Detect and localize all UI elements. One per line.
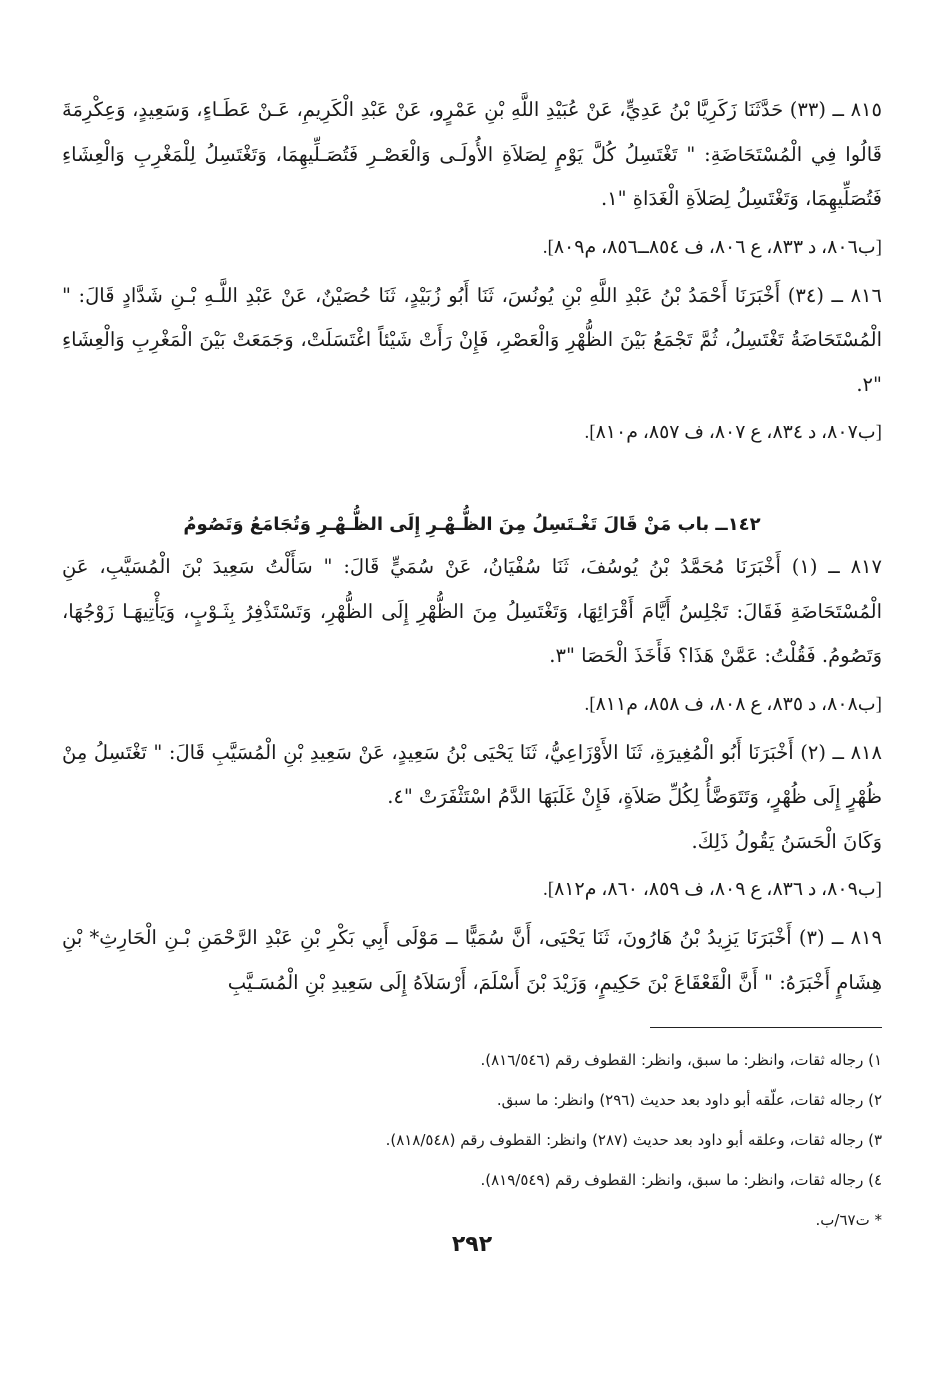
chapter-title: ١٤٢ــ باب مَنْ قَالَ تَغْـتَسِلُ مِنَ الظُّـهْـرِ إِلَى الظُّـهْـرِ وَتُجَامَعُ وَتَصُومُ <box>183 514 761 535</box>
hadith-818-reference: [ب٨٠٩، د ٨٣٦، ع ٨٠٩، ف ٨٥٩، ٨٦٠، م٨١٢]. <box>543 879 882 900</box>
section-gap <box>62 459 882 493</box>
footnote-divider <box>650 1027 882 1028</box>
hadith-818-text: ٨١٨ ــ (٢) أَخْبَرَنَا أَبُو الْمُغِيرَةِ، ثَنَا الأَوْزَاعِيُّ، ثَنَا يَحْيَى بْنُ سَعِيدٍ، عَنْ سَعِيدِ بْنِ الْمُسَيَّبِ قَالَ: " تَغْتَسِلُ مِنْ ظُهْرٍ إِلَى ظُهْرٍ، وَتَتَوَضَّأُ لِكُلِّ صَلاَةٍ، فَإِنْ غَلَبَهَا الدَّمُ اسْتَثْفَرَتْ "٤. <box>62 740 882 808</box>
hadith-815-reference: [ب٨٠٦، د ٨٣٣، ع ٨٠٦، ف ٨٥٤ــ٨٥٦، م٨٠٩]. <box>542 236 882 258</box>
footnote-1: ١) رجاله ثقات، وانظر: ما سبق، وانظر: القطوف رقم (٨١٦/٥٤٦). <box>480 1051 882 1069</box>
hadith-817-text: ٨١٧ ــ (١) أَخْبَرَنَا مُحَمَّدُ بْنُ يُوسُفَ، ثَنَا سُفْيَانُ، عَنْ سُمَيٍّ قَالَ: " سَأَلْتُ سَعِيدَ بْنَ الْمُسَيَّبِ، عَنِ الْمُسْتَحَاضَةِ فَقَالَ: تَجْلِسُ أَيَّامَ أَقْرَائِهَا، وَتَغْتَسِلُ مِنَ الظُّهْرِ إِلَى الظُّهْرِ، وَتَسْتَذْفِرُ بِثَـوْبٍ، وَيَأْتِيهَـا زَوْجُهَا، وَتَصُومُ. فَقُلْتُ: عَمَّنْ هَذَا؟ فَأَخَذَ الْحَصَا "٣. <box>62 555 882 667</box>
footnote-4: ٤) رجاله ثقات، وانظر: ما سبق، وانظر: القطوف رقم (٨١٩/٥٤٩). <box>480 1171 882 1189</box>
page-number: ٢٩٢ <box>451 1232 493 1257</box>
hadith-815-text: ٨١٥ ــ (٣٣) حَدَّثَنَا زَكَرِيَّا بْنُ عَدِيٍّ، عَنْ عُبَيْدِ اللَّهِ بْنِ عَمْرٍو، عَنْ عَبْدِ الْكَرِيمِ، عَـنْ عَطَـاءٍ، وَسَعِيدٍ، وَعِكْرِمَةَ قَالُوا فِي الْمُسْتَحَاضَةِ: " تَغْتَسِلُ كُلَّ يَوْمٍ لِصَلاَةِ الأُولَـى وَالْعَصْـرِ فَتُصَـلِّيهِمَا، وَتَغْتَسِلُ لِلْمَغْرِبِ وَالْعِشَاءِ فَتُصَلِّيهِمَا، وَتَغْتَسِلُ لِصَلاَةِ الْغَدَاةِ "١. <box>62 98 882 210</box>
hadith-816-text: ٨١٦ ــ (٣٤) أَخْبَرَنَا أَحْمَدُ بْنُ عَبْدِ اللَّهِ بْنِ يُونُسَ، ثَنَا أَبُو زُبَيْدٍ، ثَنَا حُصَيْنٌ، عَنْ عَبْدِ اللَّـهِ بْـنِ شَدَّادٍ قَالَ: " الْمُسْتَحَاضَةُ تَغْتَسِلُ، ثُمَّ تَجْمَعُ بَيْنَ الظُّهْرِ وَالْعَصْرِ، فَإِنْ رَأَتْ شَيْئاً اغْتَسَلَتْ، وَجَمَعَتْ بَيْنَ الْمَغْرِبِ وَالْعِشَاءِ "٢. <box>62 283 882 396</box>
hadith-818-extra: وَكَانَ الْحَسَنُ يَقُولُ ذَلِكَ. <box>691 829 882 853</box>
footnote-3: ٣) رجاله ثقات، وعلقه أبو داود بعد حديث (٢٨٧) وانظر: القطوف رقم (٨١٨/٥٤٨). <box>385 1131 882 1149</box>
hadith-817-reference: [ب٨٠٨، د ٨٣٥، ع ٨٠٨، ف ٨٥٨، م٨١١]. <box>584 693 882 715</box>
footnote-star: * ت٦٧/ب. <box>815 1211 882 1229</box>
footnotes <box>62 1040 882 1240</box>
footnote-2: ٢) رجاله ثقات، علّقه أبو داود بعد حديث (٢٩٦) وانظر: ما سبق. <box>496 1091 882 1109</box>
hadith-819-text: ٨١٩ ــ (٣) أَخْبَرَنَا يَزِيدُ بْنُ هَارُونَ، ثَنَا يَحْيَى، أَنَّ سُمَيًّا ــ مَوْلَى أَبِي بَكْرِ بْنِ عَبْدِ الرَّحْمَنِ بْـنِ الْحَارِثِ* بْنِ هِشَامٍ أَخْبَرَهُ: " أَنَّ الْقَعْقَاعَ بْنَ حَكِيمٍ، وَزَيْدَ بْنَ أَسْلَمَ، أَرْسَلاَهُ إِلَى سَعِيدِ بْنِ الْمُسَـيَّبِ <box>62 926 882 994</box>
hadith-816-reference: [ب٨٠٧، د ٨٣٤، ع ٨٠٧، ف ٨٥٧، م٨١٠]. <box>584 422 882 443</box>
